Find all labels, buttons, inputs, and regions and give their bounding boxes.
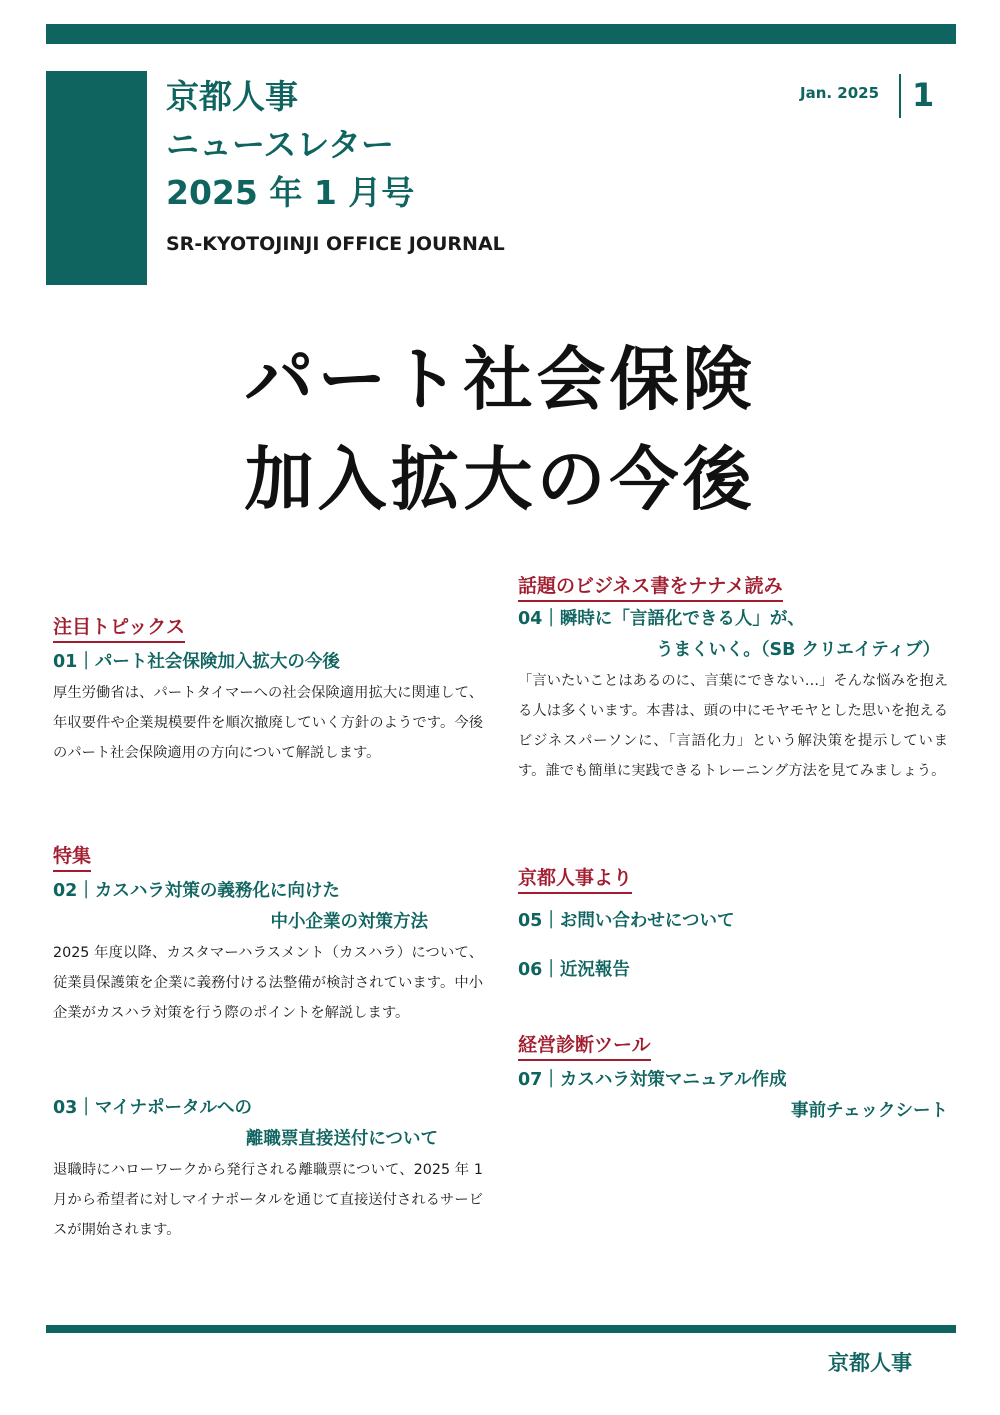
issue-divider — [899, 74, 901, 118]
article-04-title[interactable] — [518, 604, 948, 666]
article-03 — [53, 1093, 483, 1245]
masthead-newsletter: ニュースレター — [166, 125, 395, 164]
tools-heading: 経営診断ツール — [518, 1030, 651, 1061]
topics-heading: 注目トピックス — [53, 612, 185, 643]
masthead-company: 京都人事 — [166, 77, 298, 116]
article-02-title-sub: 中小企業の対策方法 — [270, 912, 428, 932]
article-01-title[interactable]: 01｜パート社会保険加入拡大の今後 — [53, 652, 340, 672]
bottom-accent-bar — [46, 1325, 956, 1333]
main-title-line-2: 加入拡大の今後 — [244, 440, 756, 520]
article-03-title-main: 03｜マイナポータルへの — [53, 1098, 253, 1118]
top-accent-bar — [46, 24, 956, 44]
article-01-body: 厚生労働省は、パートタイマーへの社会保険適用拡大に関連して、年収要件や企業規模要件を順次撤廃していく方針のようです。今後のパート社会保険適用の方向について解説します。 — [53, 685, 483, 761]
main-title — [0, 330, 1000, 530]
masthead — [166, 73, 505, 255]
article-03-body: 退職時にハローワークから発行される離職票について、2025 年 1 月から希望者に対しマイナポータルを通じて直接送付されるサービスが開始されます。 — [53, 1162, 483, 1238]
article-02-title[interactable] — [53, 876, 483, 938]
footer-company-name: 京都人事 — [828, 1351, 912, 1375]
article-03-title[interactable] — [53, 1093, 483, 1155]
feature-section — [53, 841, 483, 1028]
issue-number: 1 — [912, 76, 935, 114]
article-04-title-main: 04｜瞬時に「言語化できる人」が、 — [518, 609, 805, 629]
article-04-title-sub: うまくいく。（SB クリエイティブ） — [656, 640, 940, 660]
article-07-title[interactable] — [518, 1065, 948, 1127]
issue-date: Jan. 2025 — [800, 84, 880, 102]
books-section — [518, 571, 948, 786]
article-02-title-main: 02｜カスハラ対策の義務化に向けた — [53, 881, 340, 901]
article-02-body: 2025 年度以降、カスタマーハラスメント（カスハラ）について、従業員保護策を企業に義務付ける法整備が検討されています。中小企業がカスハラ対策を行う際のポイントを解説します。 — [53, 945, 483, 1021]
article-07-title-main: 07｜カスハラ対策マニュアル作成 — [518, 1070, 787, 1090]
article-06-title[interactable]: 06｜近況報告 — [518, 960, 630, 980]
tools-section — [518, 1030, 948, 1127]
article-07-title-sub: 事前チェックシート — [791, 1101, 948, 1121]
masthead-journal-name: SR-KYOTOJINJI OFFICE JOURNAL — [166, 233, 505, 255]
feature-heading: 特集 — [53, 841, 91, 872]
masthead-issue: 2025 年 1 月号 — [166, 173, 415, 212]
article-05-title[interactable]: 05｜お問い合わせについて — [518, 911, 735, 931]
masthead-color-block — [46, 71, 147, 285]
office-section — [518, 863, 948, 986]
books-heading: 話題のビジネス書をナナメ読み — [518, 571, 783, 602]
topics-section — [53, 612, 483, 768]
main-title-line-1: パート社会保険 — [244, 340, 756, 420]
office-heading: 京都人事より — [518, 863, 632, 894]
article-04-body: 「言いたいことはあるのに、言葉にできない…」そんな悩みを抱える人は多くいます。本書は、頭の中にモヤモヤとした思いを抱えるビジネスパーソンに、「言語化力」という解決策を提示しています。誰でも簡単に実践できるトレーニング方法を見てみましょう。 — [518, 673, 948, 779]
article-03-title-sub: 離職票直接送付について — [245, 1129, 438, 1149]
